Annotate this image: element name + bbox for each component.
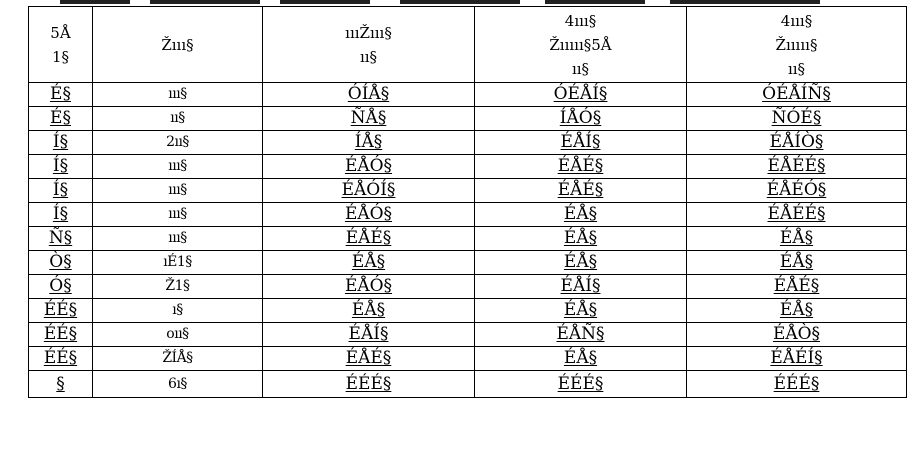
table-row <box>29 203 907 227</box>
table-row <box>29 371 907 398</box>
value-c-cell: ÉÅ§ <box>687 251 907 275</box>
value-b-cell: ÉÅÍ§ <box>475 131 687 155</box>
value-a-cell: ÉÅÓ§ <box>263 275 475 299</box>
row-name-cell: 2ıı§ <box>93 131 263 155</box>
value-a-cell: ÑÅ§ <box>263 107 475 131</box>
value-c-cell: ÉÅÉÉ§ <box>687 203 907 227</box>
header-line: ıı§ <box>787 59 806 78</box>
row-index-cell: É§ <box>29 83 93 107</box>
value-a-cell: ÉÅÓÍ§ <box>263 179 475 203</box>
header-line: Žııııı§5Å <box>549 35 612 54</box>
value-a-cell: ÉÅÓ§ <box>263 203 475 227</box>
row-index-cell: Ó§ <box>29 275 93 299</box>
header-line: 1§ <box>51 47 70 66</box>
header-line: 5Å <box>50 23 71 42</box>
table-row <box>29 251 907 275</box>
row-name-cell: ııı§ <box>93 203 263 227</box>
row-index-cell: Í§ <box>29 179 93 203</box>
table-header-row <box>29 7 907 83</box>
value-a-cell: ÉÅÉ§ <box>263 227 475 251</box>
row-name-cell: ııı§ <box>93 227 263 251</box>
value-c-cell: ÉÉÉ§ <box>687 371 907 398</box>
column-header-value-c <box>687 7 907 83</box>
row-name-cell: ııı§ <box>93 155 263 179</box>
value-b-cell: ÉÅ§ <box>475 347 687 371</box>
value-c-cell: ÉÅ§ <box>687 227 907 251</box>
column-header-name <box>93 7 263 83</box>
row-index-cell: Ñ§ <box>29 227 93 251</box>
value-c-cell: ÉÅÍÒ§ <box>687 131 907 155</box>
table-row <box>29 179 907 203</box>
header-line: 4ııı§ <box>780 11 813 30</box>
value-a-cell: ÉÅÓ§ <box>263 155 475 179</box>
value-a-cell: ÉÅÉ§ <box>263 347 475 371</box>
row-name-cell: ıÉ1§ <box>93 251 263 275</box>
table-row <box>29 347 907 371</box>
value-c-cell: ÉÅ§ <box>687 299 907 323</box>
row-index-cell: Í§ <box>29 155 93 179</box>
row-index-cell: ÉÉ§ <box>29 347 93 371</box>
row-name-cell: ııı§ <box>93 179 263 203</box>
value-b-cell: ÉÅ§ <box>475 251 687 275</box>
row-name-cell: 6ı§ <box>93 371 263 398</box>
header-line: 4ııı§ <box>564 11 597 30</box>
value-c-cell: ÉÅÉÓ§ <box>687 179 907 203</box>
header-line: ıııŽııı§ <box>345 23 392 42</box>
row-name-cell: ŽÍÅ§ <box>93 347 263 371</box>
data-table <box>28 6 907 398</box>
header-line: ıı§ <box>359 47 378 66</box>
value-a-cell: ÉÅÍ§ <box>263 323 475 347</box>
value-a-cell: ÍÅ§ <box>263 131 475 155</box>
row-name-cell: ı§ <box>93 299 263 323</box>
row-index-cell: Í§ <box>29 131 93 155</box>
header-line: Žııııı§ <box>775 35 818 54</box>
row-name-cell: Ž1§ <box>93 275 263 299</box>
value-b-cell: ÉÅÍ§ <box>475 275 687 299</box>
row-index-cell: § <box>29 371 93 398</box>
table-row <box>29 131 907 155</box>
value-b-cell: ÓÉÅÍ§ <box>475 83 687 107</box>
header-line: Žııı§ <box>161 35 194 54</box>
value-b-cell: ÉÅÉ§ <box>475 179 687 203</box>
row-index-cell: ÉÉ§ <box>29 323 93 347</box>
table-row <box>29 227 907 251</box>
column-header-index <box>29 7 93 83</box>
value-c-cell: ÓÉÅÍÑ§ <box>687 83 907 107</box>
value-b-cell: ÉÅ§ <box>475 203 687 227</box>
value-c-cell: ÑÓÉ§ <box>687 107 907 131</box>
value-b-cell: ÉÅÑ§ <box>475 323 687 347</box>
value-a-cell: ÓÍÅ§ <box>263 83 475 107</box>
table-row <box>29 107 907 131</box>
value-b-cell: ÍÅÓ§ <box>475 107 687 131</box>
value-a-cell: ÉÉÉ§ <box>263 371 475 398</box>
column-header-value-b <box>475 7 687 83</box>
table-row <box>29 299 907 323</box>
row-name-cell: ıı§ <box>93 107 263 131</box>
value-c-cell: ÉÅÉ§ <box>687 275 907 299</box>
table-row <box>29 275 907 299</box>
row-index-cell: ÉÉ§ <box>29 299 93 323</box>
row-index-cell: É§ <box>29 107 93 131</box>
value-b-cell: ÉÉÉ§ <box>475 371 687 398</box>
column-header-value-a <box>263 7 475 83</box>
header-line: ıı§ <box>571 59 590 78</box>
row-index-cell: Ò§ <box>29 251 93 275</box>
row-name-cell: oıı§ <box>93 323 263 347</box>
value-a-cell: ÉÅ§ <box>263 299 475 323</box>
value-b-cell: ÉÅÉ§ <box>475 155 687 179</box>
row-index-cell: Í§ <box>29 203 93 227</box>
value-a-cell: ÉÅ§ <box>263 251 475 275</box>
value-b-cell: ÉÅ§ <box>475 299 687 323</box>
value-c-cell: ÉÅÉÉ§ <box>687 155 907 179</box>
table-row <box>29 155 907 179</box>
value-c-cell: ÉÅÒ§ <box>687 323 907 347</box>
value-b-cell: ÉÅ§ <box>475 227 687 251</box>
row-name-cell: ııı§ <box>93 83 263 107</box>
value-c-cell: ÉÅÉÍ§ <box>687 347 907 371</box>
table-row <box>29 323 907 347</box>
table-row <box>29 83 907 107</box>
